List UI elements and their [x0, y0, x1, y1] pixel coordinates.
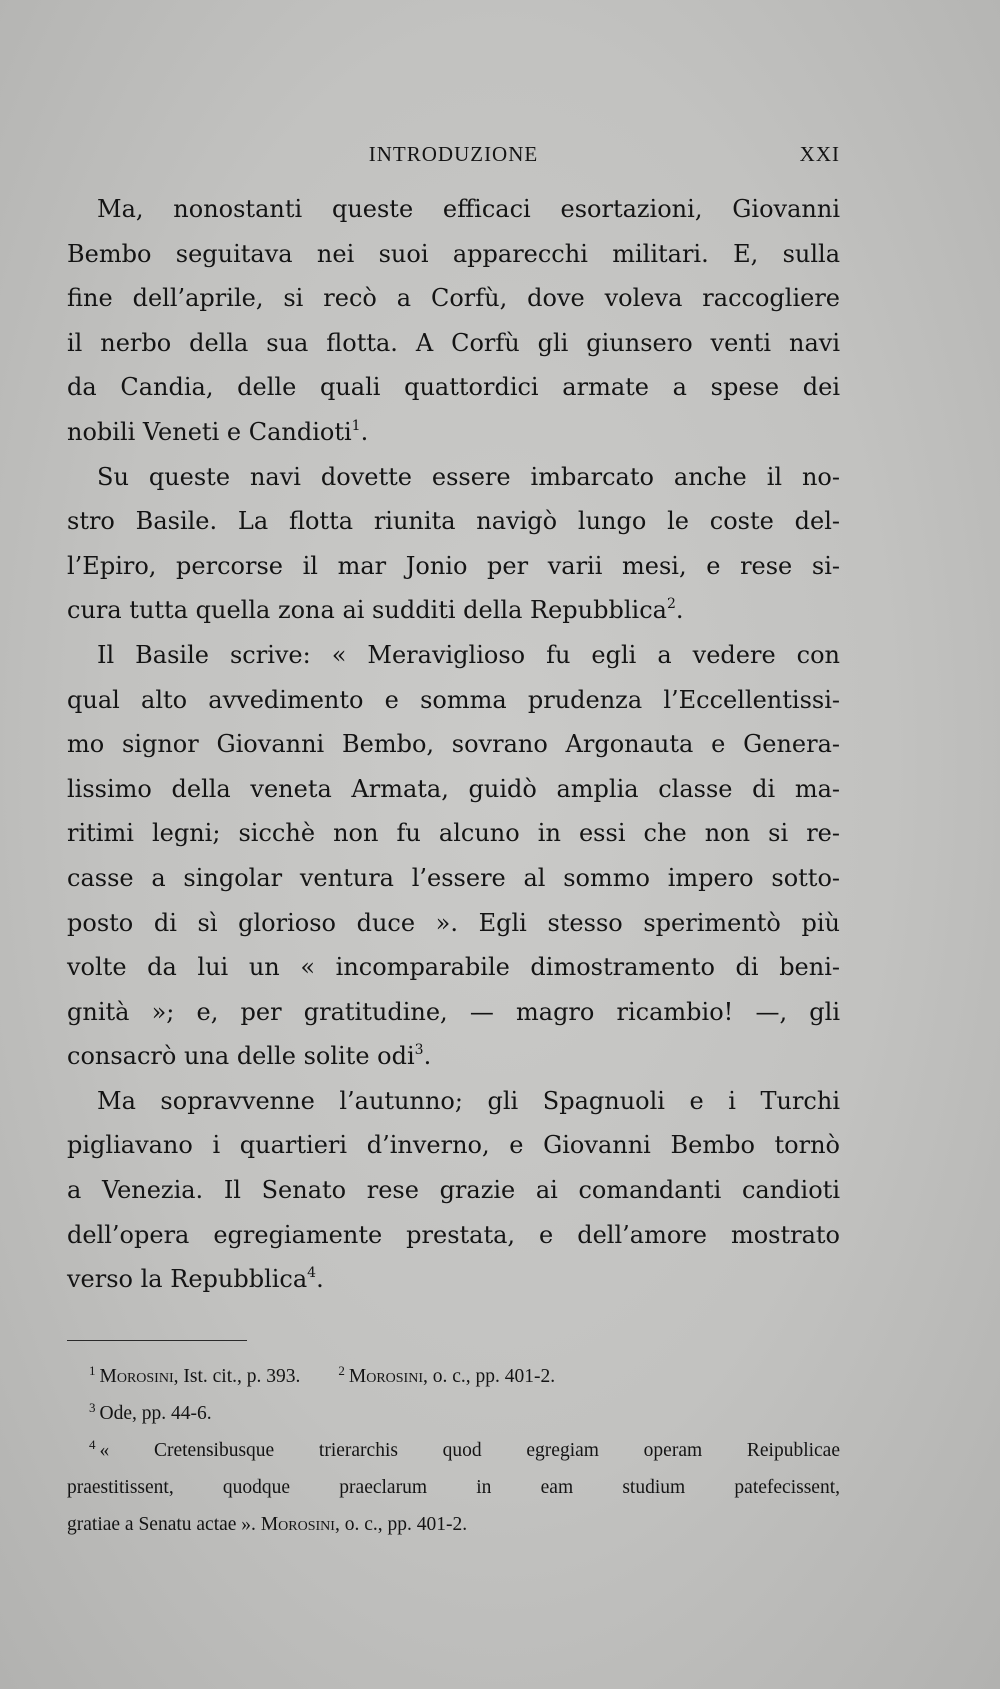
footnote-author: Morosini [260, 1514, 335, 1535]
text-line [67, 410, 840, 455]
footnote-text: Ode, pp. 44-6. [99, 1403, 212, 1424]
footnotes [67, 1358, 840, 1543]
text-line: Bembo seguitava nei suoi apparecchi militari. E, sulla [67, 239, 840, 268]
text-span: . [360, 417, 369, 446]
footnote-line [67, 1432, 840, 1469]
footnote-line: praestitissent, quodque praeclarum in eam studium patefecissent, [67, 1477, 840, 1498]
footnote-line [67, 1506, 840, 1543]
footnote-author: Morosini [99, 1366, 174, 1387]
text-line [67, 1257, 840, 1302]
footnote-author: Morosini [348, 1366, 423, 1387]
text-line: fine dell’aprile, si recò a Corfù, dove voleva raccogliere [67, 284, 840, 313]
page-number: XXI [799, 142, 840, 166]
text-span: . [675, 596, 684, 625]
running-header [67, 140, 840, 170]
footnote-marker: 4 [307, 1265, 317, 1282]
footnote-number: 3 [89, 1400, 96, 1415]
text-line: l’Epiro, percorse il mar Jonio per varii mesi, e rese si- [67, 551, 840, 580]
footnote-rule [67, 1340, 247, 1341]
text-line: volte da lui un « incomparabile dimostramento di beni- [67, 953, 840, 982]
text-span: nobili Veneti e Candioti [67, 417, 352, 446]
text-line: gnità »; e, per gratitudine, — magro ricambio! —, gli [67, 997, 840, 1026]
text-line: dell’opera egregiamente prestata, e dell’amore mostrato [67, 1220, 840, 1249]
text-line: casse a singolar ventura l’essere al sommo impero sotto- [67, 863, 840, 892]
footnote-marker: 3 [414, 1042, 424, 1059]
footnote-number: 1 [89, 1363, 96, 1378]
footnote-line [67, 1358, 840, 1395]
text-line: Su queste navi dovette essere imbarcato anche il no- [97, 462, 840, 491]
text-span: consacrò una delle solite odi [67, 1042, 415, 1071]
text-line: Ma, nonostanti queste efficaci esortazioni, Giovanni [97, 195, 840, 223]
text-line: posto di sì glorioso duce ». Egli stesso sperimentò più [67, 908, 840, 937]
text-line: il nerbo della sua flotta. A Corfù gli giunsero venti navi [67, 328, 840, 357]
text-line [67, 588, 840, 633]
footnote-line [67, 1395, 840, 1432]
running-title: INTRODUZIONE [368, 142, 539, 166]
text-span: cura tutta quella zona ai sudditi della Repubblica [67, 596, 667, 625]
footnote-text: gratiae a Senatu actae ». [67, 1514, 261, 1535]
text-line: pigliavano i quartieri d’inverno, e Giovanni Bembo tornò [67, 1131, 840, 1160]
text-line: qual alto avvedimento e somma prudenza l’Eccellentissi- [67, 685, 840, 714]
footnote-text: « Cretensibusque trierarchis quod egregiam operam Reipublicae [99, 1440, 840, 1461]
footnote-number: 4 [89, 1437, 96, 1452]
text-line: mo signor Giovanni Bembo, sovrano Argonauta e Genera- [67, 730, 840, 759]
footnote-text: , o. c., pp. 401-2. [423, 1366, 556, 1387]
text-line: da Candia, delle quali quattordici armate a spese dei [67, 373, 840, 402]
footnote-number: 2 [338, 1363, 345, 1378]
text-line: Il Basile scrive: « Meraviglioso fu egli a vedere con [97, 640, 840, 669]
text-span: . [316, 1265, 324, 1294]
body-text [67, 187, 840, 1302]
text-line: Ma sopravvenne l’autunno; gli Spagnuoli e i Turchi [97, 1086, 840, 1115]
text-line [67, 1034, 840, 1079]
text-line: stro Basile. La flotta riunita navigò lungo le coste del- [67, 507, 840, 536]
footnote-marker: 2 [666, 596, 676, 613]
text-line: ritimi legni; sicchè non fu alcuno in essi che non si re- [67, 819, 840, 848]
text-span: . [423, 1042, 432, 1071]
text-line: a Venezia. Il Senato rese grazie ai comandanti candioti [67, 1176, 840, 1205]
footnote-text: , o. c., pp. 401-2. [334, 1514, 468, 1535]
text-line: lissimo della veneta Armata, guidò amplia classe di ma- [67, 774, 840, 803]
footnote-marker: 1 [351, 417, 361, 434]
footnote-text: , Ist. cit., p. 393. [173, 1366, 301, 1387]
text-span: verso la Repubblica [67, 1265, 308, 1294]
